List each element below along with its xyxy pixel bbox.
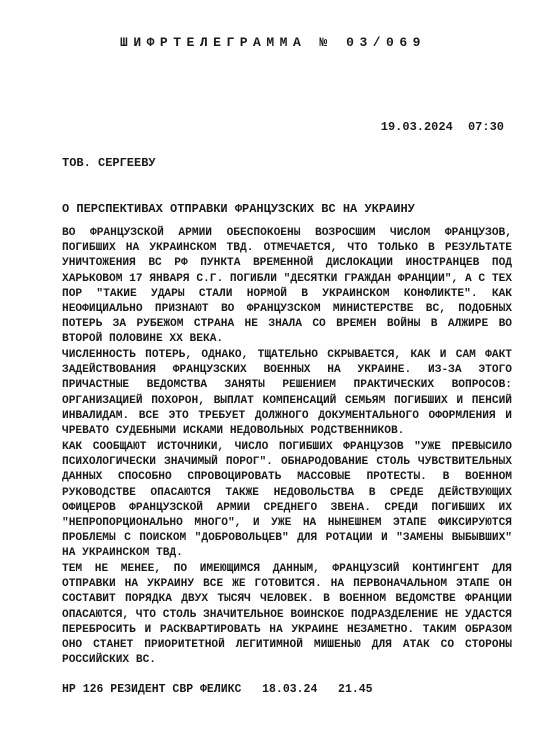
- body-paragraph-2: ЧИСЛЕННОСТЬ ПОТЕРЬ, ОДНАКО, ТЩАТЕЛЬНО СКРЫВАЕТСЯ, КАК И САМ ФАКТ ЗАДЕЙСТВОВАНИЯ ФРАНЦУЗСКИХ ВОЕННЫХ НА УКРАИНЕ. ИЗ-ЗА ЭТОГО ПРИЧАСТНЫЕ ВЕДОМСТВА ЗАНЯТЫ РЕШЕНИЕМ ПРАКТИЧЕСКИХ ВОПРОСОВ: ОРГАНИЗАЦИЕЙ ПОХОРОН, ВЫПЛАТ КОМПЕНСАЦИЙ СЕМЬЯМ ПОГИБШИХ И ПЕНСИЙ ИНВАЛИДАМ. ВСЕ ЭТО ТРЕБУЕТ ДОЛЖНОГО ДОКУМЕНТАЛЬНОГО ОФОРМЛЕНИЯ И ЧРЕВАТО СУДЕБНЫМИ ИСКАМИ НЕДОВОЛЬНЫХ РОДСТВЕННИКОВ.: [62, 349, 512, 438]
- body-paragraph-1: ВО ФРАНЦУЗСКОЙ АРМИИ ОБЕСПОКОЕНЫ ВОЗРОСШИМ ЧИСЛОМ ФРАНЦУЗОВ, ПОГИБШИХ НА УКРАИНСКОМ ТВД. ОТМЕЧАЕТСЯ, ЧТО ТОЛЬКО В РЕЗУЛЬТАТЕ УНИЧТОЖЕНИЯ ВС РФ ПУНКТА ВРЕМЕННОЙ ДИСЛОКАЦИИ ИНОСТРАНЦЕВ ПОД ХАРЬКОВОМ 17 ЯНВАРЯ С.Г. ПОГИБЛИ "ДЕСЯТКИ ГРАЖДАН ФРАНЦИИ", А С ТЕХ ПОР "ТАКИЕ УДАРЫ СТАЛИ НОРМОЙ В УКРАИНСКОМ КОНФЛИКТЕ". КАК НЕОФИЦИАЛЬНО ПРИЗНАЮТ ВО ФРАНЦУЗСКОМ МИНИСТЕРСТВЕ ВС, ПОДОБНЫХ ПОТЕРЬ ЗА РУБЕЖОМ СТРАНА НЕ ЗНАЛА СО ВРЕМЕН ВОЙНЫ В АЛЖИРЕ ВО ВТОРОЙ ПОЛОВИНЕ XX ВЕКА.: [62, 227, 512, 346]
- document-date: 19.03.2024: [380, 120, 453, 134]
- document-time: 07:30: [467, 120, 504, 134]
- document-title: ШИФРТЕЛЕГРАММА № 03/069: [120, 35, 426, 50]
- subject-line: О ПЕРСПЕКТИВАХ ОТПРАВКИ ФРАНЦУЗСКИХ ВС НА УКРАИНУ: [62, 202, 415, 216]
- signature-line: НР 126 РЕЗИДЕНТ СВР ФЕЛИКС 18.03.24 21.45: [62, 683, 373, 696]
- addressee: ТОВ. СЕРГЕЕВУ: [62, 156, 156, 170]
- body-paragraph-4: ТЕМ НЕ МЕНЕЕ, ПО ИМЕЮЩИМСЯ ДАННЫМ, ФРАНЦУЗСИЙ КОНТИНГЕНТ ДЛЯ ОТПРАВКИ НА УКРАИНУ ВСЕ ЖЕ ГОТОВИТСЯ. НА ПЕРВОНАЧАЛЬНОМ ЭТАПЕ ОН СОСТАВИТ ПОРЯДКА ДВУХ ТЫСЯЧ ЧЕЛОВЕК. В ВОЕННОМ ВЕДОМСТВЕ ФРАНЦИИ ОПАСАЮТСЯ, ЧТО СТОЛЬ ЗНАЧИТЕЛЬНОЕ ВОИНСКОЕ ПОДРАЗДЕЛЕНИЕ НЕ УДАСТСЯ ПЕРЕБРОСИТЬ И РАСКВАРТИРОВАТЬ НА УКРАИНЕ НЕЗАМЕТНО. ТАКИМ ОБРАЗОМ ОНО СТАНЕТ ПРИОРИТЕТНОЙ ЛЕГИТИМНОЙ МИШЕНЬЮ ДЛЯ АТАК СО СТОРОНЫ РОССИЙСКИХ ВС.: [62, 563, 512, 667]
- document-datetime: [381, 120, 504, 134]
- body-paragraph-3: КАК СООБЩАЮТ ИСТОЧНИКИ, ЧИСЛО ПОГИБШИХ ФРАНЦУЗОВ "УЖЕ ПРЕВЫСИЛО ПСИХОЛОГИЧЕСКИ ЗНАЧИМЫЙ ПОРОГ". ОБНАРОДОВАНИЕ СТОЛЬ ЧУВСТВИТЕЛЬНЫХ ДАННЫХ СПОСОБНО СПРОВОЦИРОВАТЬ МАССОВЫЕ ПРОТЕСТЫ. В ВОЕННОМ РУКОВОДСТВЕ ОПАСАЮТСЯ ТАКЖЕ НЕДОВОЛЬСТВА В СРЕДЕ ДЕЙСТВУЮЩИХ ОФИЦЕРОВ ФРАНЦУЗСКОЙ АРМИИ СРЕДНЕГО ЗВЕНА. СРЕДИ ПОГИБШИХ ИХ "НЕПРОПОРЦИОНАЛЬНО МНОГО", И УЖЕ НА НЫНЕШНЕМ ЭТАПЕ ФИКСИРУЮТСЯ ПРОБЛЕМЫ С ПОИСКОМ "ДОБРОВОЛЬЦЕВ" ДЛЯ РОТАЦИИ И "ЗАМЕНЫ ВЫБЫВШИХ" НА УКРАИНСКОМ ТВД.: [62, 441, 512, 560]
